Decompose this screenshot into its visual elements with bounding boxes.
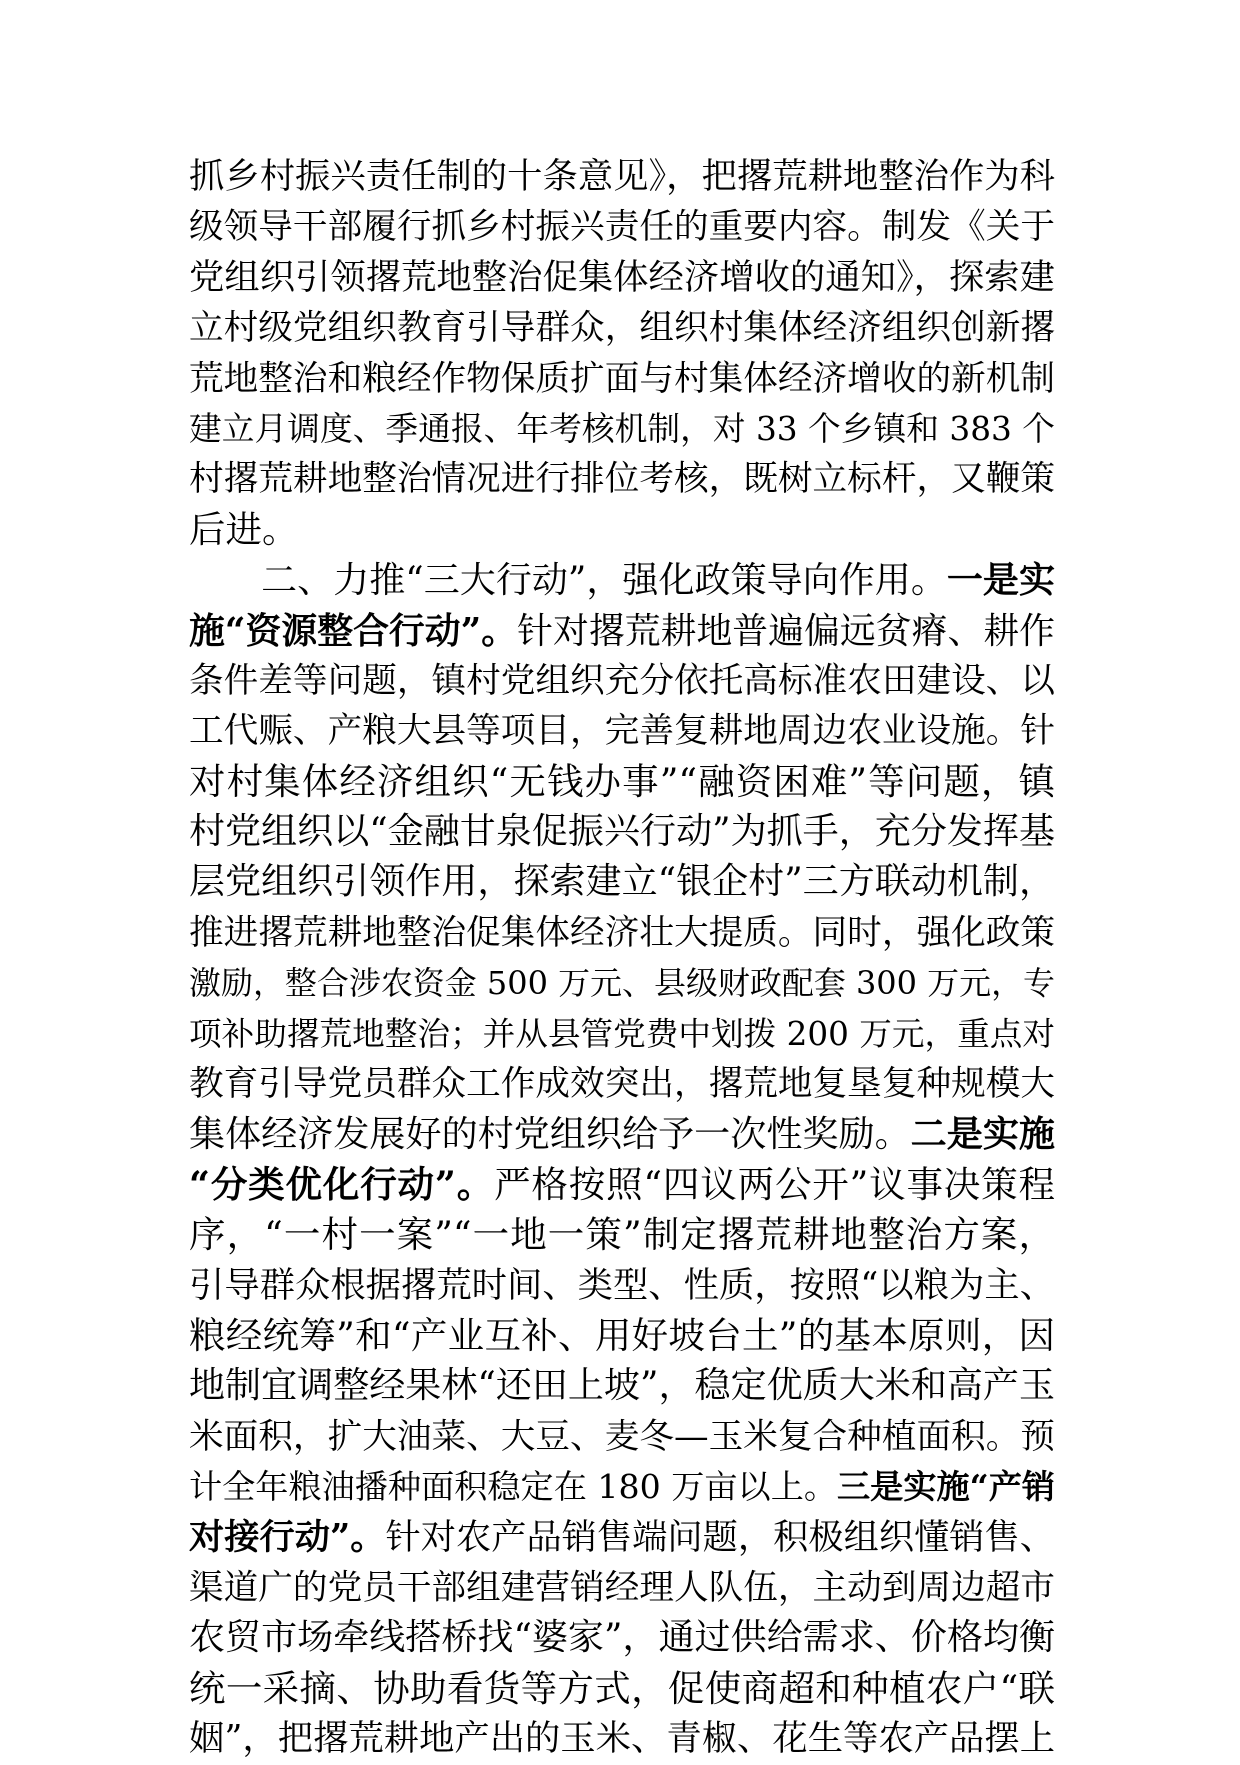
text-run: 立村级党组织教育引导群众，组织村集体经济组织创新撂	[189, 308, 1055, 349]
text-line	[189, 1563, 1055, 1613]
text-run: 严格按照“四议两公开”议事决策程	[494, 1162, 1055, 1206]
text-line	[189, 1009, 1055, 1059]
text-line	[189, 1513, 1055, 1563]
text-run: 工代赈、产粮大县等项目，完善复耕地周边农业设施。针	[189, 711, 1055, 752]
bold-text-run: 二是实施	[910, 1112, 1055, 1156]
text-line	[189, 1714, 1055, 1764]
text-line	[189, 1261, 1055, 1311]
text-line	[189, 1613, 1055, 1663]
text-run: 针对撂荒耕地普遍偏远贫瘠、耕作	[517, 610, 1056, 652]
text-line	[189, 908, 1055, 958]
text-run: 教育引导党员群众工作成效突出，撂荒地复垦复种规模大	[189, 1064, 1055, 1105]
text-run: 计全年粮油播种面积稳定在 180 万亩以上。	[189, 1467, 838, 1507]
text-run: 荒地整治和粮经作物保质扩面与村集体经济增收的新机制	[189, 358, 1055, 399]
text-run: 引导群众根据撂荒时间、类型、性质，按照“以粮为主、	[189, 1264, 1055, 1306]
text-line	[189, 606, 1055, 656]
text-line	[189, 807, 1055, 857]
text-run: 渠道广的党员干部组建营销经理人队伍，主动到周边超市	[189, 1567, 1055, 1608]
text-line	[189, 354, 1055, 404]
text-line	[189, 253, 1055, 303]
text-run: 姻”，把撂荒耕地产出的玉米、青椒、花生等农产品摆上	[189, 1718, 1055, 1760]
text-run: 建立月调度、季通报、年考核机制，对 33 个乡镇和 383 个	[189, 409, 1055, 448]
text-line	[189, 303, 1055, 353]
body-text	[189, 152, 1055, 1765]
text-run: 针对农产品销售端问题，积极组织懂销售、	[385, 1516, 1056, 1558]
text-run: 层党组织引领作用，探索建立“银企村”三方联动机制，	[189, 861, 1055, 903]
text-line	[189, 1361, 1055, 1411]
text-run: 粮经统筹”和“产业互补、用好坡台土”的基本原则，因	[189, 1313, 1055, 1357]
bold-text-run: 对接行动”。	[189, 1516, 386, 1558]
text-line	[189, 1160, 1055, 1210]
text-run: 级领导干部履行抓乡村振兴责任的重要内容。制发《关于	[189, 207, 1055, 248]
text-line	[189, 757, 1055, 807]
text-line	[189, 505, 1055, 555]
text-line	[189, 202, 1055, 252]
text-line	[189, 1210, 1055, 1260]
text-line	[189, 1059, 1055, 1109]
text-run: 激励，整合涉农资金 500 万元、县级财政配套 300 万元，专	[189, 964, 1055, 1003]
text-run: 对村集体经济组织“无钱办事”“融资困难”等问题，镇	[189, 759, 1055, 803]
text-run: 二、力推“三大行动”，强化政策导向作用。	[189, 560, 947, 602]
text-run: 条件差等问题，镇村党组织充分依托高标准农田建设、以	[189, 660, 1055, 701]
text-line	[189, 857, 1055, 907]
text-run: 项补助撂荒地整治；并从县管党费中划拨 200 万元，重点对	[189, 1014, 1055, 1053]
text-run: 米面积，扩大油菜、大豆、麦冬—玉米复合种植面积。预	[189, 1416, 1055, 1457]
text-line	[189, 404, 1055, 454]
text-line	[189, 555, 1055, 605]
text-line	[189, 454, 1055, 504]
text-line	[189, 706, 1055, 756]
text-line	[189, 152, 1055, 202]
text-line	[189, 1412, 1055, 1462]
text-run: 后进。	[189, 507, 299, 551]
text-line	[189, 1664, 1055, 1714]
text-line	[189, 1311, 1055, 1361]
text-line	[189, 656, 1055, 706]
text-run: 统一采摘、协助看货等方式，促使商超和种植农户“联	[189, 1666, 1055, 1710]
text-run: 村党组织以“金融甘泉促振兴行动”为抓手，充分发挥基	[189, 811, 1055, 853]
bold-text-run: “分类优化行动”。	[189, 1162, 495, 1206]
bold-text-run: 一是实	[946, 559, 1056, 602]
text-run: 地制宜调整经果林“还田上坡”，稳定优质大米和高产玉	[189, 1365, 1055, 1407]
text-run: 序，“一村一案”“一地一策”制定撂荒耕地整治方案，	[189, 1213, 1055, 1257]
text-run: 抓乡村振兴责任制的十条意见》，把撂荒耕地整治作为科	[189, 156, 1055, 197]
text-run: 集体经济发展好的村党组织给予一次性奖励。	[189, 1113, 911, 1156]
text-line	[189, 1109, 1055, 1159]
text-line	[189, 1462, 1055, 1512]
text-run: 党组织引领撂荒地整治促集体经济增收的通知》，探索建	[189, 256, 1055, 298]
text-run: 推进撂荒耕地整治促集体经济壮大提质。同时，强化政策	[189, 912, 1055, 953]
bold-text-run: 三是实施“产销	[837, 1467, 1056, 1507]
text-line	[189, 958, 1055, 1008]
bold-text-run: 施“资源整合行动”。	[189, 609, 518, 652]
text-run: 农贸市场牵线搭桥找“婆家”，通过供给需求、价格均衡	[189, 1617, 1055, 1659]
text-run: 村撂荒耕地整治情况进行排位考核，既树立标杆，又鞭策	[189, 459, 1055, 500]
